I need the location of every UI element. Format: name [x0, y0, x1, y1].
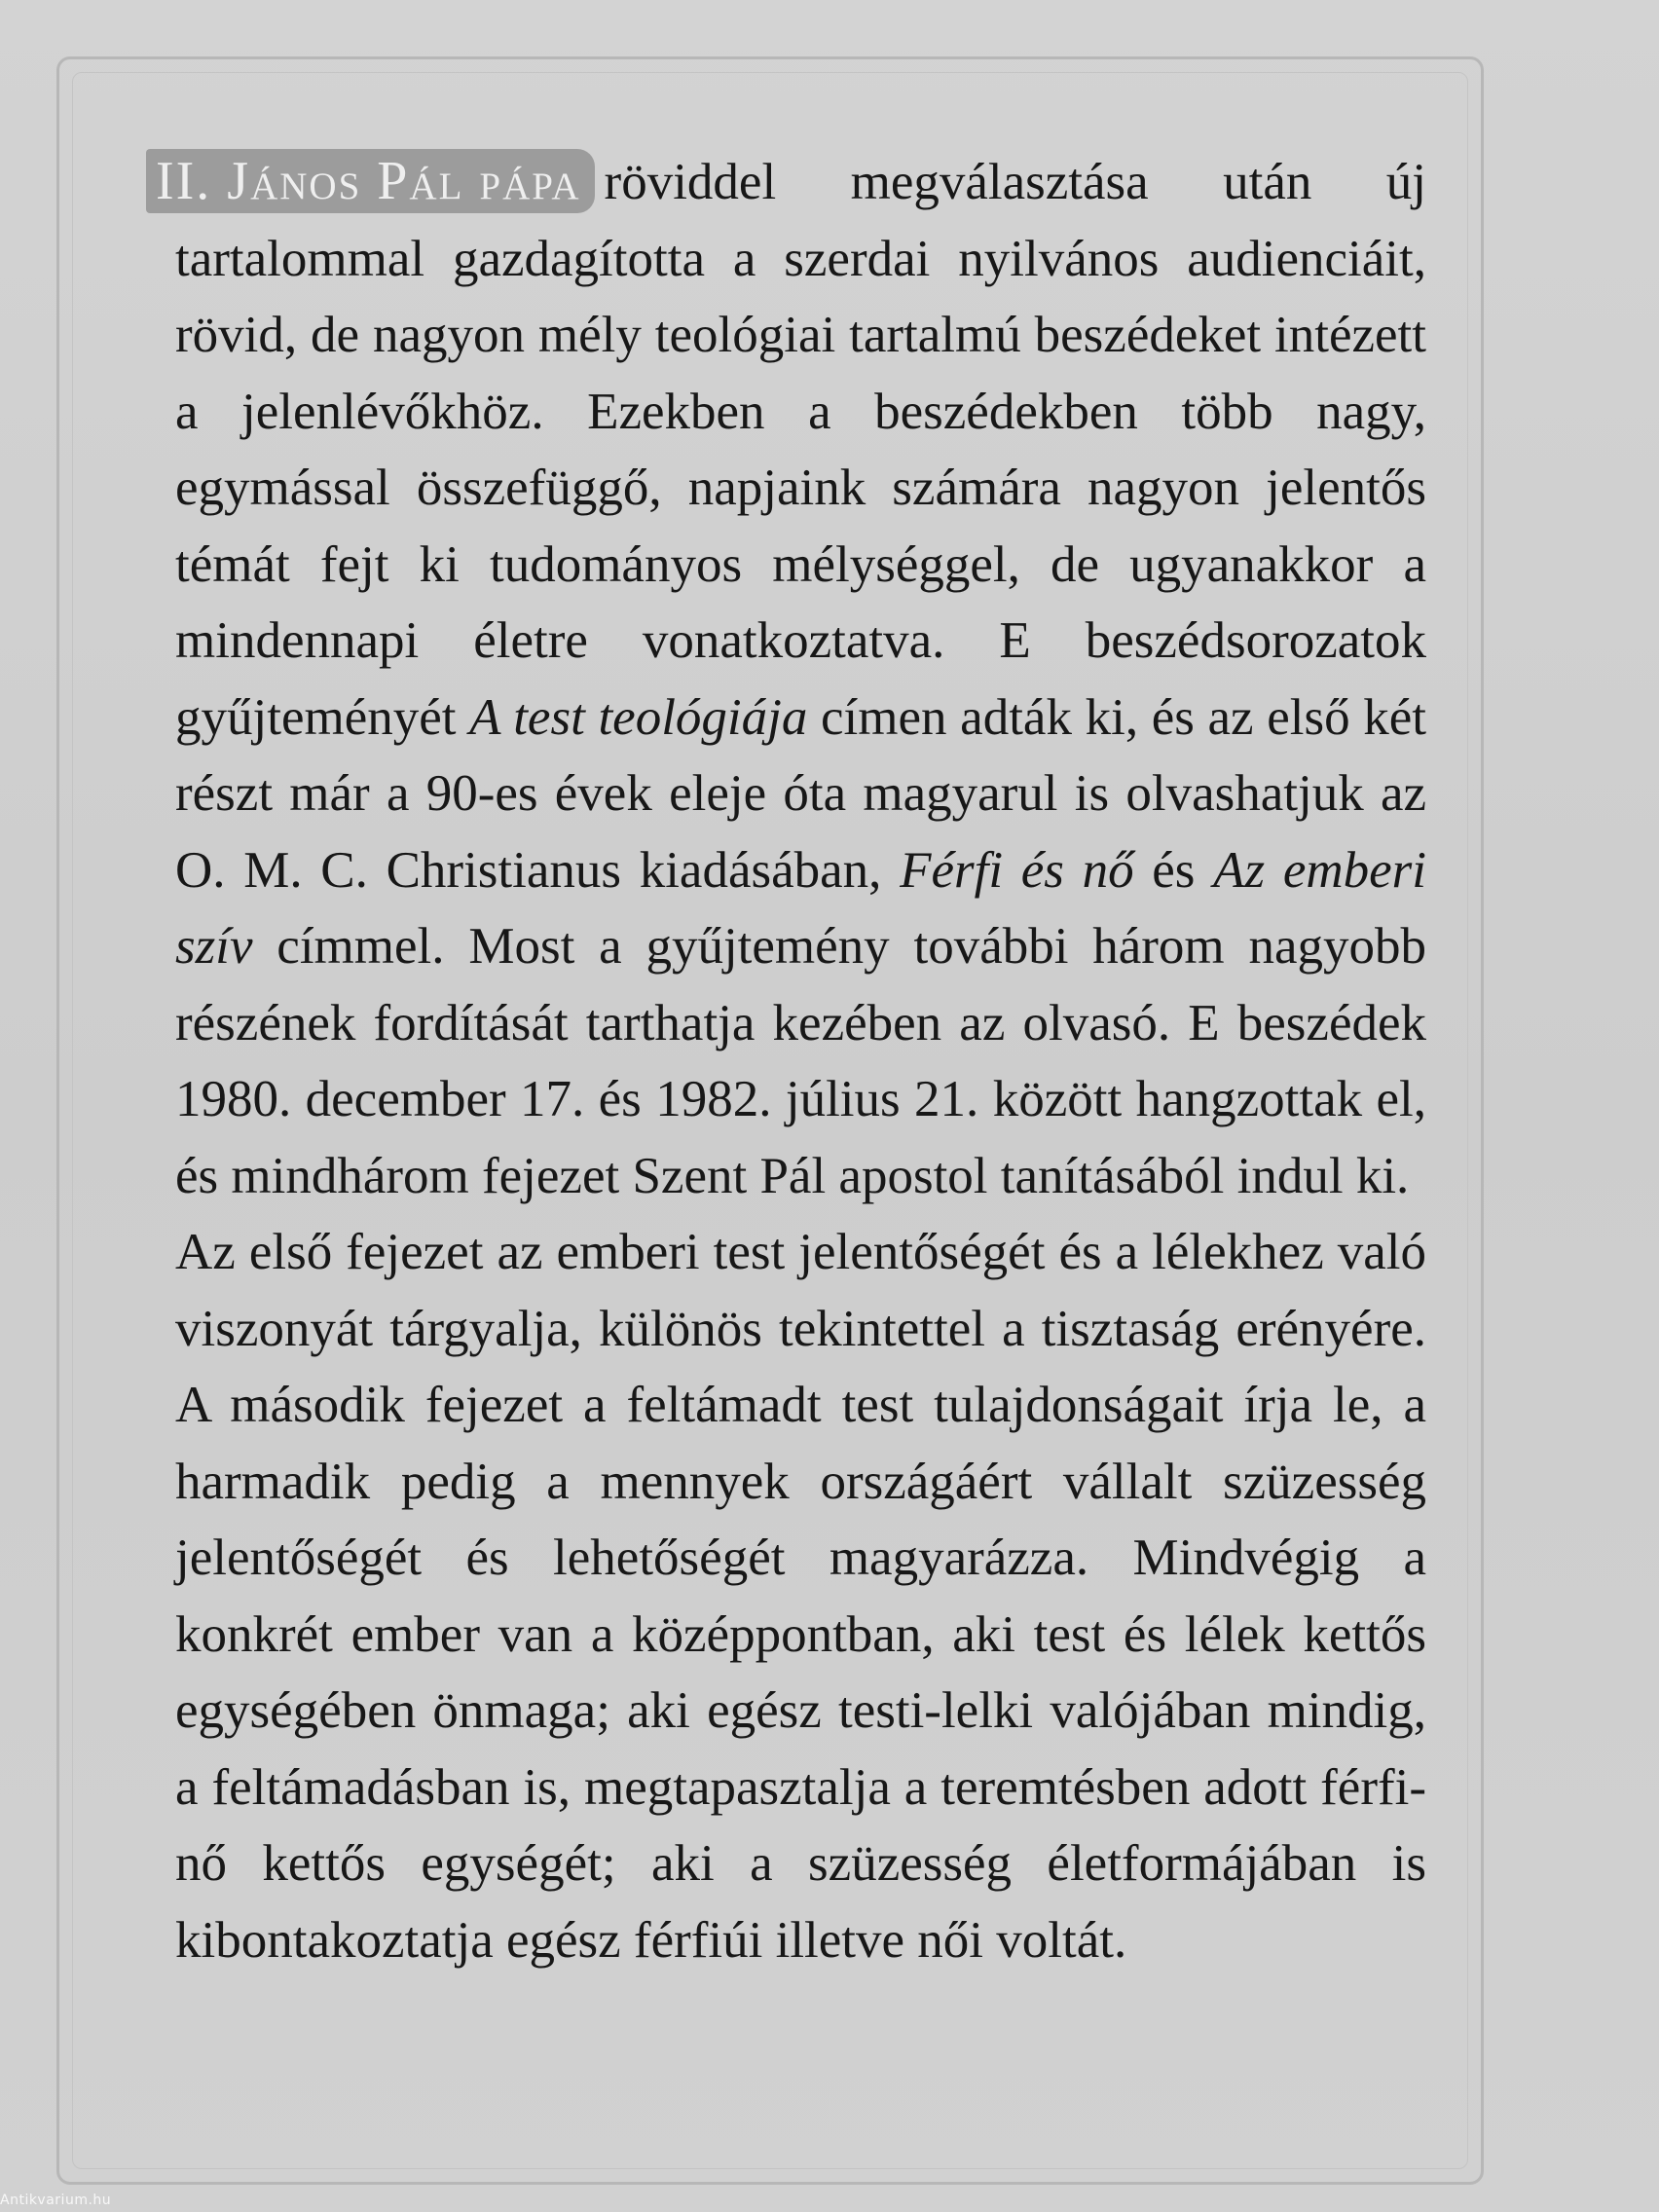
paragraph-1-text-b: címen adták ki, és az első két részt már a 90-es évek eleje óta magyarul is olvashatjuk az O. M. C. Christianus kiadásában,: [175, 688, 1426, 899]
book-title-italic-3: Az emberi szív: [175, 841, 1426, 975]
watermark-text: Antikvarium.hu: [0, 2193, 112, 2208]
paragraph-1-text-d: címmel. Most a gyűjtemény további három nagyobb részének fordítását tarthatja kezében az olvasó. E beszédek 1980. december 17. és 1982. július 21. között hangzottak el, és mindhárom fejezet Szent Pál apostol tanításából indul ki.: [175, 918, 1426, 1204]
body-text: [156, 144, 1426, 1978]
paragraph-2: Az első fejezet az emberi test jelentőségét és a lélekhez való viszonyát tárgyalja, különös tekintettel a tisztaság erényére. A második fejezet a feltámadt test tulajdonságait írja le, a harmadik pedig a mennyek országáért vállalt szüzesség jelentőségét és lehetőségét magyarázza. Mindvégig a konkrét ember van a középpontban, aki test és lélek kettős egységében önmaga; aki egész testi-lelki valójában mindig, a feltámadásban is, megtapasztalja a teremtésben adott férfi-nő kettős egységét; aki a szüzesség életformájában is kibontakoztatja egész férfiúi illetve női voltát.: [175, 1224, 1426, 1969]
book-title-italic-2: Férfi és nő: [900, 841, 1134, 899]
book-title-italic: A test teológiája: [469, 688, 808, 746]
title-highlight: II. János Pál pápa: [146, 149, 595, 213]
paragraph-1: [156, 144, 1426, 1214]
paragraph-1-text-c: és: [1133, 841, 1214, 899]
paragraph-1-text-a: röviddel megválasztása után új tartalommal gazdagította a szerdai nyilvános audienciáit, rövid, de nagyon mély teológiai tartalmú beszédeket intézett a jelenlévőkhöz. Ezekben a beszédekben több nagy, egymással összefüggő, napjaink számára nagyon jelentős témát fejt ki tudományos mélységgel, de ugyanakkor a mindennapi életre vonatkoztatva. E beszédsorozatok gyűjteményét: [175, 154, 1426, 746]
